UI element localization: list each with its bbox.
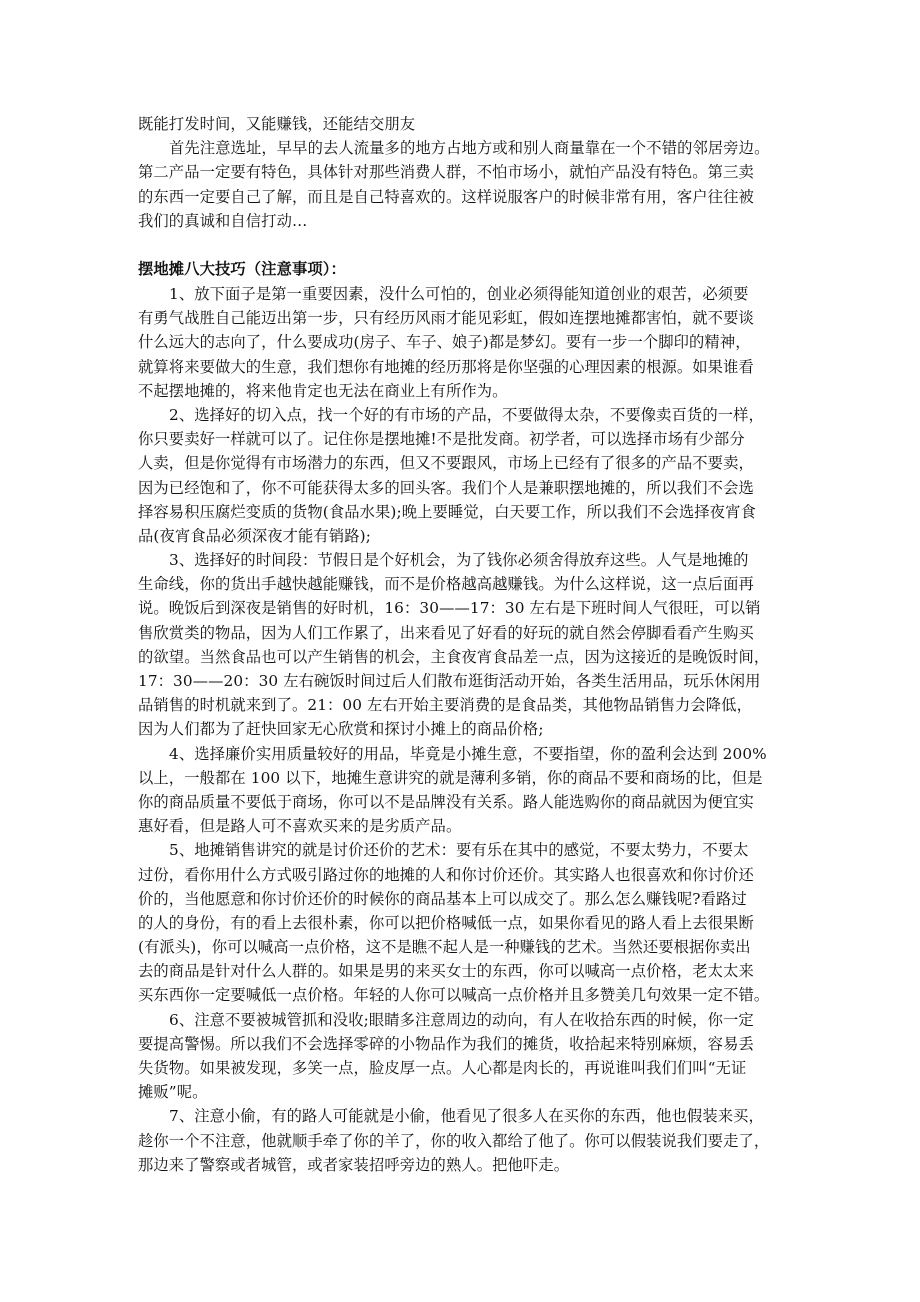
intro-section [138,112,798,233]
tip-paragraph-7 [138,1104,798,1177]
paragraph-line: 要提高警惕。所以我们不会选择零碎的小物品作为我们的摊货，收拾起来特别麻烦，容易丢 [138,1034,754,1053]
section-heading: 摆地摊八大技巧（注意事项）： [138,260,346,278]
paragraph-line: (有派头)，你可以喊高一点价格，这不是瞧不起人是一种赚钱的艺术。当然还要根据你卖出 [138,938,751,957]
tip-paragraph-2 [138,403,798,548]
intro-line: 首先注意选址，早早的去人流量多的地方占地方或和别人商量靠在一个不错的邻居旁边。 [169,139,770,158]
paragraph-line: 的人的身份，有的看上去很朴素，你可以把价格喊低一点，如果你看见的路人看上去很果断 [138,913,754,932]
tip-paragraph-5 [138,838,798,1007]
paragraph-line: 你只要卖好一样就可以了。记住你是摆地摊!不是批发商。初学者，可以选择市场有少部分 [138,430,745,449]
paragraph-line: 3、选择好的时间段：节假日是个好机会，为了钱你必须舍得放弃这些。人气是地摊的 [169,551,749,570]
paragraph-line: 2、选择好的切入点，找一个好的有市场的产品，不要做得太杂，不要像卖百货的一样， [169,405,764,424]
intro-line: 的东西一定要自己了解，而且是自己特喜欢的。这样说服客户的时候非常有用，客户往往被 [138,187,754,206]
paragraph-line: 择容易积压腐烂变质的货物(食品水果);晚上要睡觉，白天要工作，所以我们不会选择夜宵食 [138,502,756,521]
paragraph-line: 售欣赏类的物品，因为人们工作累了，出来看见了好看的好玩的就自然会停脚看看产生购买 [138,623,754,642]
paragraph-line: 的欲望。当然食品也可以产生销售的机会，主食夜宵食品差一点，因为这接近的是晚饭时间， [138,647,770,666]
tip-paragraph-1 [138,282,798,403]
paragraph-line: 买东西你一定要喊低一点价格。年轻的人你可以喊高一点价格并且多赞美几句效果一定不错。 [138,986,770,1005]
paragraph-line: 趁你一个不注意，他就顺手牵了你的羊了，你的收入都给了他了。你可以假装说我们要走了， [138,1131,770,1150]
paragraph-line: 失货物。如果被发现，多笑一点，脸皮厚一点。人心都是肉长的，再说谁叫我们们叫“无证 [138,1059,747,1077]
paragraph-line: 你的商品质量不要低于商场，你可以不是品牌没有关系。路人能选购你的商品就因为便宜实 [138,792,754,811]
paragraph-line: 生命线，你的货出手越快越能赚钱，而不是价格越高越赚钱。为什么这样说，这一点后面再 [138,575,754,594]
paragraph-line: 人卖，但是你觉得有市场潜力的东西，但又不要跟风，市场上已经有了很多的产品不要卖， [138,454,754,473]
paragraph-line: 17：30——20：30 左右碗饭时间过后人们散布逛街活动开始，各类生活用品，玩乐休闲用 [138,672,761,690]
paragraph-line: 有勇气战胜自己能迈出第一步，只有经历风雨才能见彩虹，假如连摆地摊都害怕，就不要谈 [138,309,754,328]
paragraph-line: 1、放下面子是第一重要因素，没什么可怕的，创业必须得能知道创业的艰苦，必须要 [169,285,749,303]
intro-line: 第二产品一定要有特色，具体针对那些消费人群，不怕市场小，就怕产品没有特色。第三卖 [138,163,754,182]
paragraph-line: 过份，看你用什么方式吸引路过你的地摊的人和你讨价还价。其实路人也很喜欢和你讨价还 [138,865,754,884]
tip-paragraph-4 [138,742,798,839]
paragraph-line: 品销售的时机就来到了。21：00 左右开始主要消费的是食品类，其他物品销售力会降低， [138,696,752,715]
paragraph-line: 摊贩”呢。 [138,1083,208,1102]
paragraph-line: 以上，一般都在 100 以下，地摊生意讲究的就是薄利多销，你的商品不要和商场的比，但是 [138,768,763,787]
section-heading-block [138,257,798,281]
paragraph-line: 因为已经饱和了，你不可能获得太多的回头客。我们个人是兼职摆地摊的，所以我们不会选 [138,478,754,497]
paragraph-line: 4、选择廉价实用质量较好的用品，毕竟是小摊生意，不要指望，你的盈利会达到 200% [169,744,767,763]
intro-line: 既能打发时间，又能赚钱，还能结交朋友 [138,115,416,133]
paragraph-line: 不起摆地摊的，将来他肯定也无法在商业上有所作为。 [138,381,508,400]
paragraph-line: 因为人们都为了赶快回家无心欣赏和探讨小摊上的商品价格; [138,720,544,739]
paragraph-line: 那边来了警察或者城管，或者家装招呼旁边的熟人。把他吓走。 [138,1155,570,1174]
paragraph-line: 说。晚饭后到深夜是销售的好时机，16：30——17：30 左右是下班时间人气很旺，可以销 [138,599,761,618]
paragraph-line: 5、地摊销售讲究的就是讨价还价的艺术：要有乐在其中的感觉，不要太势力，不要太 [169,841,749,860]
paragraph-line: 什么远大的志向了，什么要成功(房子、车子、娘子)都是梦幻。要有一步一个脚印的精神， [138,333,751,352]
paragraph-line: 价的，当他愿意和你讨价还价的时候你的商品基本上可以成交了。那么怎么赚钱呢?看路过 [138,889,747,908]
paragraph-line: 品(夜宵食品必须深夜才能有销路); [138,526,371,545]
tip-paragraph-6 [138,1008,798,1105]
paragraph-line: 去的商品是针对什么人群的。如果是男的来买女士的东西，你可以喊高一点价格，老太太来 [138,962,754,981]
paragraph-line: 7、注意小偷，有的路人可能就是小偷，他看见了很多人在买你的东西，他也假装来买， [169,1107,764,1126]
paragraph-line: 惠好看，但是路人可不喜欢买来的是劣质产品。 [138,817,462,836]
paragraph-line: 就算将来要做大的生意，我们想你有地摊的经历那将是你坚强的心理因素的根源。如果谁看 [138,357,754,376]
intro-line: 我们的真诚和自信打动… [138,211,308,230]
tips-list [138,282,798,1177]
paragraph-line: 6、注意不要被城管抓和没收;眼睛多注意周边的动向，有人在收拾东西的时候，你一定 [169,1010,754,1029]
tip-paragraph-3 [138,548,798,742]
